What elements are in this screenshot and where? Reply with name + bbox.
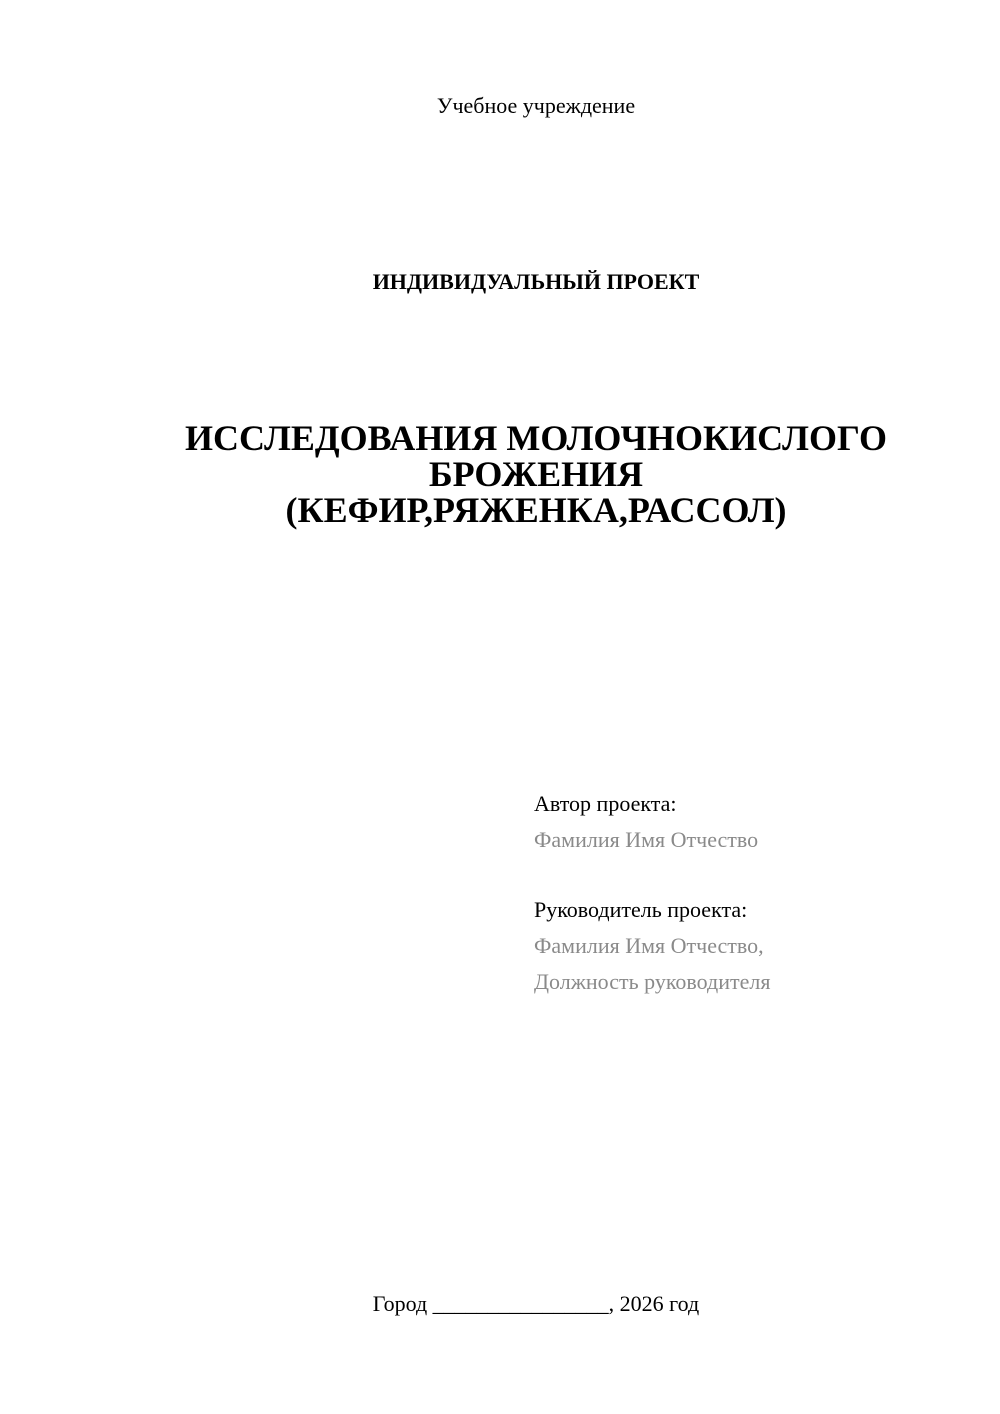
project-type-heading: ИНДИВИДУАЛЬНЫЙ ПРОЕКТ [372,269,700,294]
year-text: , 2026 год [608,1291,700,1316]
city-year-line [0,1288,1000,1320]
author-label: Автор проекта: [534,791,677,816]
project-title-line-1: ИССЛЕДОВАНИЯ МОЛОЧНОКИСЛОГО [184,418,888,458]
supervisor-position: Должность руководителя [534,969,771,994]
supervisor-name: Фамилия Имя Отчество, [534,933,764,958]
city-blank: ________________ [432,1291,609,1316]
supervisor-block [534,892,974,1000]
institution-name: Учебное учреждение [436,93,636,118]
city-label: Город [372,1291,428,1316]
project-title-line-2: БРОЖЕНИЯ [428,454,644,494]
project-title [100,420,972,528]
author-block [534,786,974,858]
author-name: Фамилия Имя Отчество [534,827,759,852]
supervisor-label: Руководитель проекта: [534,897,748,922]
project-title-line-3: (КЕФИР,РЯЖЕНКА,РАССОЛ) [285,490,787,530]
